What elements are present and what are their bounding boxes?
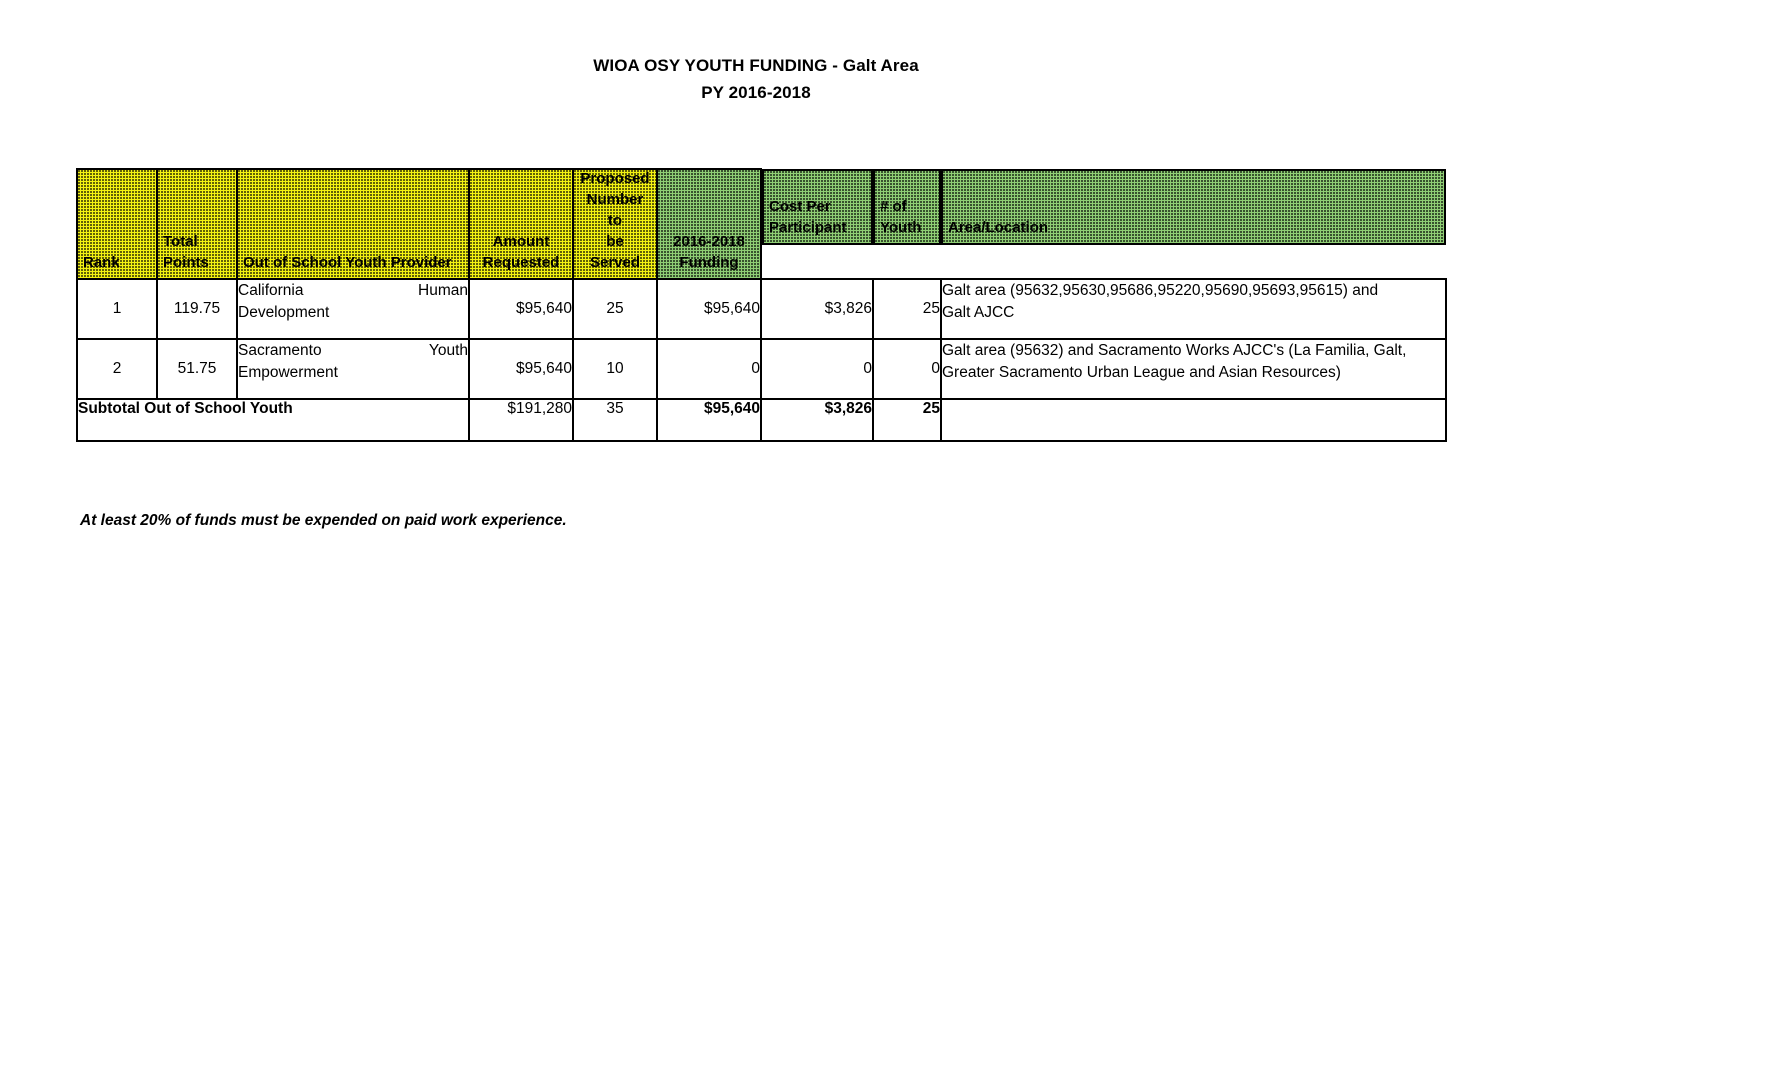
row-area-line1: Galt area (95632,95630,95686,95220,95690,95693,95615) and bbox=[942, 282, 1379, 299]
table-header-row bbox=[77, 169, 1446, 279]
row-funding: $95,640 bbox=[657, 279, 761, 339]
row-amount-requested: $95,640 bbox=[469, 279, 573, 339]
header-proposed-line2: Number to bbox=[586, 191, 644, 229]
subtotal-funding: $95,640 bbox=[657, 399, 761, 441]
header-proposed-line1: Proposed bbox=[580, 170, 650, 187]
row-provider-line1-b: Human bbox=[418, 282, 468, 299]
header-total-points bbox=[157, 169, 237, 279]
row-cost-per-participant: $3,826 bbox=[761, 279, 873, 339]
header-proposed-line4: Served bbox=[589, 254, 641, 271]
subtotal-cost-per-participant: $3,826 bbox=[761, 399, 873, 441]
header-funding-line1: 2016-2018 bbox=[673, 233, 745, 250]
row-rank: 2 bbox=[77, 339, 157, 399]
subtotal-amount-requested: $191,280 bbox=[469, 399, 573, 441]
header-provider-label: Out of School Youth Provider bbox=[243, 254, 452, 271]
row-amount-requested: $95,640 bbox=[469, 339, 573, 399]
header-amount-requested bbox=[469, 169, 573, 279]
page-title: WIOA OSY YOUTH FUNDING - Galt Area bbox=[593, 56, 919, 75]
row-num-youth: 25 bbox=[873, 279, 941, 339]
row-provider-line1-a: Sacramento bbox=[238, 342, 322, 359]
row-provider-line2: Development bbox=[238, 304, 330, 321]
subtotal-proposed-number: 35 bbox=[573, 399, 657, 441]
row-provider bbox=[237, 339, 469, 399]
footnote: At least 20% of funds must be expended on paid work experience. bbox=[80, 512, 567, 529]
table-row bbox=[77, 339, 1446, 399]
row-area-line1: Galt area (95632) and Sacramento Works AJCC's (La Familia, Galt, bbox=[942, 342, 1407, 359]
row-funding: 0 bbox=[657, 339, 761, 399]
header-area-location bbox=[941, 169, 1446, 279]
page-subtitle: PY 2016-2018 bbox=[701, 83, 811, 102]
header-total-points-line2: Points bbox=[163, 254, 209, 271]
row-area-line2: Greater Sacramento Urban League and Asian Resources) bbox=[942, 364, 1341, 381]
subtotal-label: Subtotal Out of School Youth bbox=[77, 399, 469, 441]
row-total-points: 119.75 bbox=[157, 279, 237, 339]
row-proposed-number: 25 bbox=[573, 279, 657, 339]
header-cost-line2: Participant bbox=[769, 219, 847, 236]
row-provider-line1-b: Youth bbox=[428, 342, 468, 359]
header-rank bbox=[77, 169, 157, 279]
row-proposed-number: 10 bbox=[573, 339, 657, 399]
subtotal-area bbox=[941, 399, 1446, 441]
row-area-location bbox=[941, 279, 1446, 339]
header-provider bbox=[237, 169, 469, 279]
funding-table-container bbox=[76, 168, 1736, 442]
row-provider-line1-a: California bbox=[238, 282, 304, 299]
header-cost-line1: Cost Per bbox=[769, 198, 831, 215]
header-amount-line2: Requested bbox=[482, 254, 560, 271]
row-area-location bbox=[941, 339, 1446, 399]
row-provider bbox=[237, 279, 469, 339]
header-funding-line2: Funding bbox=[679, 254, 739, 271]
header-youth-line1: # of bbox=[880, 198, 907, 215]
table-row bbox=[77, 279, 1446, 339]
header-total-points-line1: Total bbox=[163, 233, 198, 250]
header-proposed-line3: be bbox=[606, 233, 624, 250]
table-subtotal-row bbox=[77, 399, 1446, 441]
row-provider-line2: Empowerment bbox=[238, 364, 338, 381]
header-proposed-number bbox=[573, 169, 657, 279]
header-amount-line1: Amount bbox=[492, 233, 550, 250]
row-rank: 1 bbox=[77, 279, 157, 339]
row-area-line2: Galt AJCC bbox=[942, 304, 1015, 321]
header-num-youth bbox=[873, 169, 941, 279]
document-title-block bbox=[0, 0, 1512, 106]
subtotal-num-youth: 25 bbox=[873, 399, 941, 441]
header-youth-line2: Youth bbox=[880, 219, 922, 236]
header-cost-per-participant bbox=[761, 169, 873, 279]
header-rank-label: Rank bbox=[83, 254, 120, 271]
header-area-label: Area/Location bbox=[948, 219, 1049, 236]
header-funding bbox=[657, 169, 761, 279]
row-num-youth: 0 bbox=[873, 339, 941, 399]
funding-table bbox=[76, 168, 1447, 442]
row-total-points: 51.75 bbox=[157, 339, 237, 399]
row-cost-per-participant: 0 bbox=[761, 339, 873, 399]
